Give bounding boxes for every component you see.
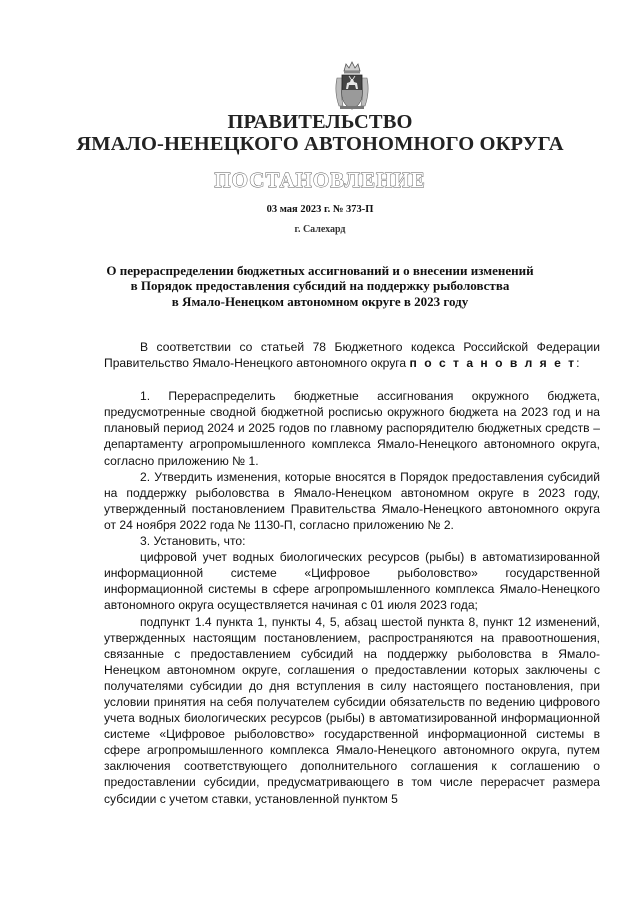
- government-title-line2: ЯМАЛО-НЕНЕЦКОГО АВТОНОМНОГО ОКРУГА: [76, 133, 564, 155]
- government-title-line1: ПРАВИТЕЛЬСТВО: [227, 111, 413, 133]
- paragraph-3-item-1: цифровой учет водных биологических ресурсов (рыбы) в автоматизированной информационной системе «Цифровое рыболовство» государственной информационной системы в сфере агропромышленного комплекса Ямало-Ненецкого автономного округа осуществляется начиная с 01 июля 2023 года;: [104, 550, 600, 613]
- preamble-paragraph: [104, 339, 600, 371]
- preamble-text: В соответствии со статьей 78 Бюджетного кодекса Российской Федерации Правительство Ямало-Ненецкого автономного округа: [104, 340, 600, 371]
- subject-heading: [0, 263, 640, 309]
- paragraph-1: 1. Перераспределить бюджетные ассигнования окружного бюджета, предусмотренные сводной бюджетной росписью окружного бюджета на 2023 год и на плановый период 2024 и 2025 годов по главному распорядителю бюджетных средств – департаменту агропромышленного комплекса Ямало-Ненецкого автономного округа, согласно приложению № 1.: [104, 389, 600, 468]
- document-body: [104, 339, 600, 807]
- preamble-colon: :: [576, 356, 580, 371]
- decree-word: п о с т а н о в л я е т: [409, 356, 577, 371]
- subject-line: в Порядок предоставления субсидий на поддержку рыболовства: [130, 278, 510, 294]
- date-number: 03 мая 2023 г. № 373-П: [266, 204, 374, 215]
- subject-line: в Ямало-Ненецком автономном округе в 2023 году: [171, 293, 469, 309]
- paragraph-3-item-2: подпункт 1.4 пункта 1, пункты 4, 5, абзац шестой пункта 8, пункт 12 изменений, утвержденных настоящим постановлением, распространяются на правоотношения, связанные с предоставлением субсидий на поддержку рыболовства в Ямало-Ненецком автономном округе, соглашения о предоставлении которых заключены с получателями субсидии до дня вступления в силу настоящего постановления, при условии принятия на себя получателем субсидии обязательств по ведению цифрового учета водных биологических ресурсов (рыбы) в автоматизированной информационной системе «Цифровое рыболовство» государственной информационной системы в сфере агропромышленного комплекса Ямало-Ненецкого автономного округа, путем заключения соответствующего дополнительного соглашения к соглашению о предоставлении субсидии, предусматривающего в том числе перерасчет размера субсидии с учетом ставки, установленной пунктом 5: [104, 614, 600, 806]
- city: г. Салехард: [294, 224, 346, 235]
- paragraph-2: 2. Утвердить изменения, которые вносятся в Порядок предоставления субсидий на поддержку рыболовства в Ямало-Ненецком автономном округе в 2023 году, утвержденный постановлением Правительства Ямало-Ненецкого автономного округа от 24 ноября 2022 года № 1130-П, согласно приложению № 2.: [104, 469, 600, 532]
- document-type: ПОСТАНОВЛЕНИЕ: [214, 168, 426, 192]
- subject-line: О перераспределении бюджетных ассигнований и о внесении изменений: [106, 263, 534, 278]
- paragraph-3: 3. Установить, что:: [140, 534, 246, 549]
- coat-of-arms-icon: [331, 60, 373, 112]
